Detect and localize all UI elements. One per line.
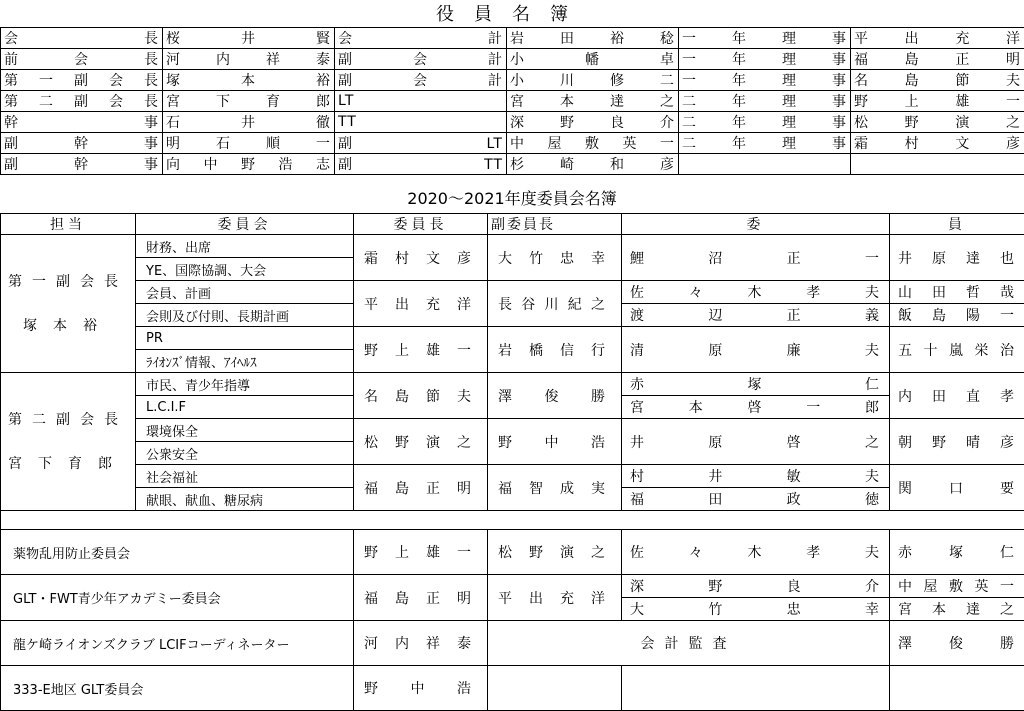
vp-cell [1, 373, 136, 511]
committee-chair: 野上雄一 [354, 327, 488, 373]
officer-row [1, 154, 1024, 175]
header-vice-chair: 副委員長 [488, 214, 622, 235]
officer-role: 副会計 [335, 49, 507, 70]
officer-name: 宮本達之 [507, 91, 679, 112]
officer-name: 名島節夫 [851, 70, 1024, 91]
committee-area: 会則及び付則、長期計画 [136, 304, 354, 327]
extra-committee-chair: 福島正明 [354, 575, 488, 621]
officer-row [1, 28, 1024, 49]
officer-name: 向中野浩志 [163, 154, 335, 175]
committee-vice-chair: 大竹忠幸 [488, 235, 622, 281]
extra-committee-chair: 野上雄一 [354, 530, 488, 575]
officers-title: 役員名簿 [0, 5, 1024, 25]
officer-row [1, 91, 1024, 112]
officer-role [679, 154, 851, 175]
extra-committee-label: 333-E地区 GLT委員会 [1, 666, 354, 711]
officer-name: 霜村文彦 [851, 133, 1024, 154]
officers-table [0, 27, 1024, 175]
committees-title: 2020～2021年度委員会名簿 [0, 189, 1024, 209]
officer-role: 副LT [335, 133, 507, 154]
officer-role: 会長 [1, 28, 163, 49]
spacer-cell [1, 511, 1024, 530]
extra-committee-vice-chair: 平出充洋 [488, 575, 622, 621]
committee-member: 山田哲哉 [890, 281, 1024, 304]
committee-vice-chair: 澤俊勝 [488, 373, 622, 419]
committee-row [1, 281, 1024, 304]
committee-chair: 松野演之 [354, 419, 488, 465]
committee-member: 鯉沼正一 [622, 235, 890, 281]
committee-member: 井原啓之 [622, 419, 890, 465]
committee-area: L.C.I.F [136, 396, 354, 419]
committee-area: 環境保全 [136, 419, 354, 442]
committee-member: 宮本啓一郎 [622, 396, 890, 419]
officer-role: 第一副会長 [1, 70, 163, 91]
officer-role: 一年理事 [679, 28, 851, 49]
officer-name: 深野良介 [507, 112, 679, 133]
officer-name: 桜井賢 [163, 28, 335, 49]
officer-role: 副TT [335, 154, 507, 175]
officer-name: 岩田裕稔 [507, 28, 679, 49]
committee-vice-chair: 野中浩 [488, 419, 622, 465]
extra-committee-row [1, 575, 1024, 598]
officer-role: 会計 [335, 28, 507, 49]
extra-committee-vice-chair [488, 666, 622, 711]
committee-row [1, 465, 1024, 488]
officer-name: 塚本裕 [163, 70, 335, 91]
vp-cell [1, 235, 136, 373]
officer-name: 平出充洋 [851, 28, 1024, 49]
officer-name: 松野演之 [851, 112, 1024, 133]
committee-area: 献眼、献血、糖尿病 [136, 488, 354, 511]
officer-row [1, 70, 1024, 91]
vp-name: 宮下育郎 [4, 442, 132, 486]
committee-area: 市民、青少年指導 [136, 373, 354, 396]
extra-committee-row [1, 530, 1024, 575]
extra-committee-member: 澤俊勝 [890, 621, 1024, 666]
committee-row [1, 327, 1024, 350]
vp-role: 第一副会長 [4, 260, 132, 304]
spacer-row [1, 511, 1024, 530]
committee-member: 清原廉夫 [622, 327, 890, 373]
officer-role: 前会長 [1, 49, 163, 70]
committee-area: PR [136, 327, 354, 350]
committee-member: 佐々木孝夫 [622, 281, 890, 304]
extra-committee-member: 宮本達之 [890, 598, 1024, 621]
header-tantou: 担当 [1, 214, 136, 235]
committee-row [1, 235, 1024, 258]
committee-member: 飯島陽一 [890, 304, 1024, 327]
officer-name: 小川修二 [507, 70, 679, 91]
extra-committee-row [1, 666, 1024, 711]
extra-committee-member: 佐々木孝夫 [622, 530, 890, 575]
committee-row [1, 419, 1024, 442]
officer-name: 杉崎和彦 [507, 154, 679, 175]
committee-area: ﾗｲｵﾝｽﾞ情報、ｱｲﾍﾙｽ [136, 350, 354, 373]
committee-area: YE、国際協調、大会 [136, 258, 354, 281]
extra-committee-member [890, 666, 1024, 711]
extra-committee-vice-chair: 松野演之 [488, 530, 622, 575]
committee-member: 渡辺正義 [622, 304, 890, 327]
officer-role: 二年理事 [679, 133, 851, 154]
officer-role: 二年理事 [679, 91, 851, 112]
extra-committee-member: 赤塚仁 [890, 530, 1024, 575]
committee-member: 村井敏夫 [622, 465, 890, 488]
header-members-2: 員 [890, 214, 1024, 235]
officer-role: 第二副会長 [1, 91, 163, 112]
committee-chair: 福島正明 [354, 465, 488, 511]
audit-label: 会計監査 [488, 621, 890, 666]
officer-role: 一年理事 [679, 49, 851, 70]
vp-role: 第二副会長 [4, 398, 132, 442]
extra-committee-member: 中屋敷英一 [890, 575, 1024, 598]
committee-vice-chair: 岩橋信行 [488, 327, 622, 373]
extra-committee-label: 龍ケ崎ライオンズクラブ LCIFコーディネーター [1, 621, 354, 666]
committee-vice-chair: 福智成実 [488, 465, 622, 511]
header-members-1: 委 [622, 214, 890, 235]
officer-name: 石井徹 [163, 112, 335, 133]
extra-committee-label: GLT・FWT青少年アカデミー委員会 [1, 575, 354, 621]
officer-role: 副幹事 [1, 154, 163, 175]
extra-committee-chair: 河内祥泰 [354, 621, 488, 666]
officer-role: 二年理事 [679, 112, 851, 133]
officer-name: 野上雄一 [851, 91, 1024, 112]
officer-role: 副会計 [335, 70, 507, 91]
committee-vice-chair: 長谷川紀之 [488, 281, 622, 327]
officer-role: LT [335, 91, 507, 112]
committee-area: 財務、出席 [136, 235, 354, 258]
committee-table [0, 213, 1024, 711]
committee-area: 会員、計画 [136, 281, 354, 304]
officer-name: 宮下育郎 [163, 91, 335, 112]
extra-committee-member [622, 666, 890, 711]
officer-name: 中屋敷英一 [507, 133, 679, 154]
committee-member: 福田政徳 [622, 488, 890, 511]
officer-name [851, 154, 1024, 175]
officer-role: 副幹事 [1, 133, 163, 154]
committee-member: 朝野晴彦 [890, 419, 1024, 465]
officer-name: 明石順一 [163, 133, 335, 154]
committee-chair: 平出充洋 [354, 281, 488, 327]
officer-name: 福島正明 [851, 49, 1024, 70]
committee-header-row [1, 214, 1024, 235]
committee-area: 公衆安全 [136, 442, 354, 465]
officer-role: TT [335, 112, 507, 133]
header-chair: 委員長 [354, 214, 488, 235]
officer-role: 一年理事 [679, 70, 851, 91]
committee-member: 赤塚仁 [622, 373, 890, 396]
committee-chair: 名島節夫 [354, 373, 488, 419]
extra-committee-member: 大竹忠幸 [622, 598, 890, 621]
committee-member: 関口要 [890, 465, 1024, 511]
officer-row [1, 112, 1024, 133]
committee-member: 五十嵐栄治 [890, 327, 1024, 373]
extra-committee-label: 薬物乱用防止委員会 [1, 530, 354, 575]
extra-committee-member: 深野良介 [622, 575, 890, 598]
committee-member: 井原達也 [890, 235, 1024, 281]
header-committee: 委員会 [136, 214, 354, 235]
extra-committee-chair: 野中浩 [354, 666, 488, 711]
officer-row [1, 133, 1024, 154]
officer-name: 河内祥泰 [163, 49, 335, 70]
committee-area: 社会福祉 [136, 465, 354, 488]
extra-committee-row [1, 621, 1024, 666]
officer-row [1, 49, 1024, 70]
officer-role: 幹事 [1, 112, 163, 133]
committee-row [1, 373, 1024, 396]
officer-name: 小幡卓 [507, 49, 679, 70]
committee-chair: 霜村文彦 [354, 235, 488, 281]
vp-name: 塚本裕 [4, 304, 132, 348]
committee-member: 内田直孝 [890, 373, 1024, 419]
